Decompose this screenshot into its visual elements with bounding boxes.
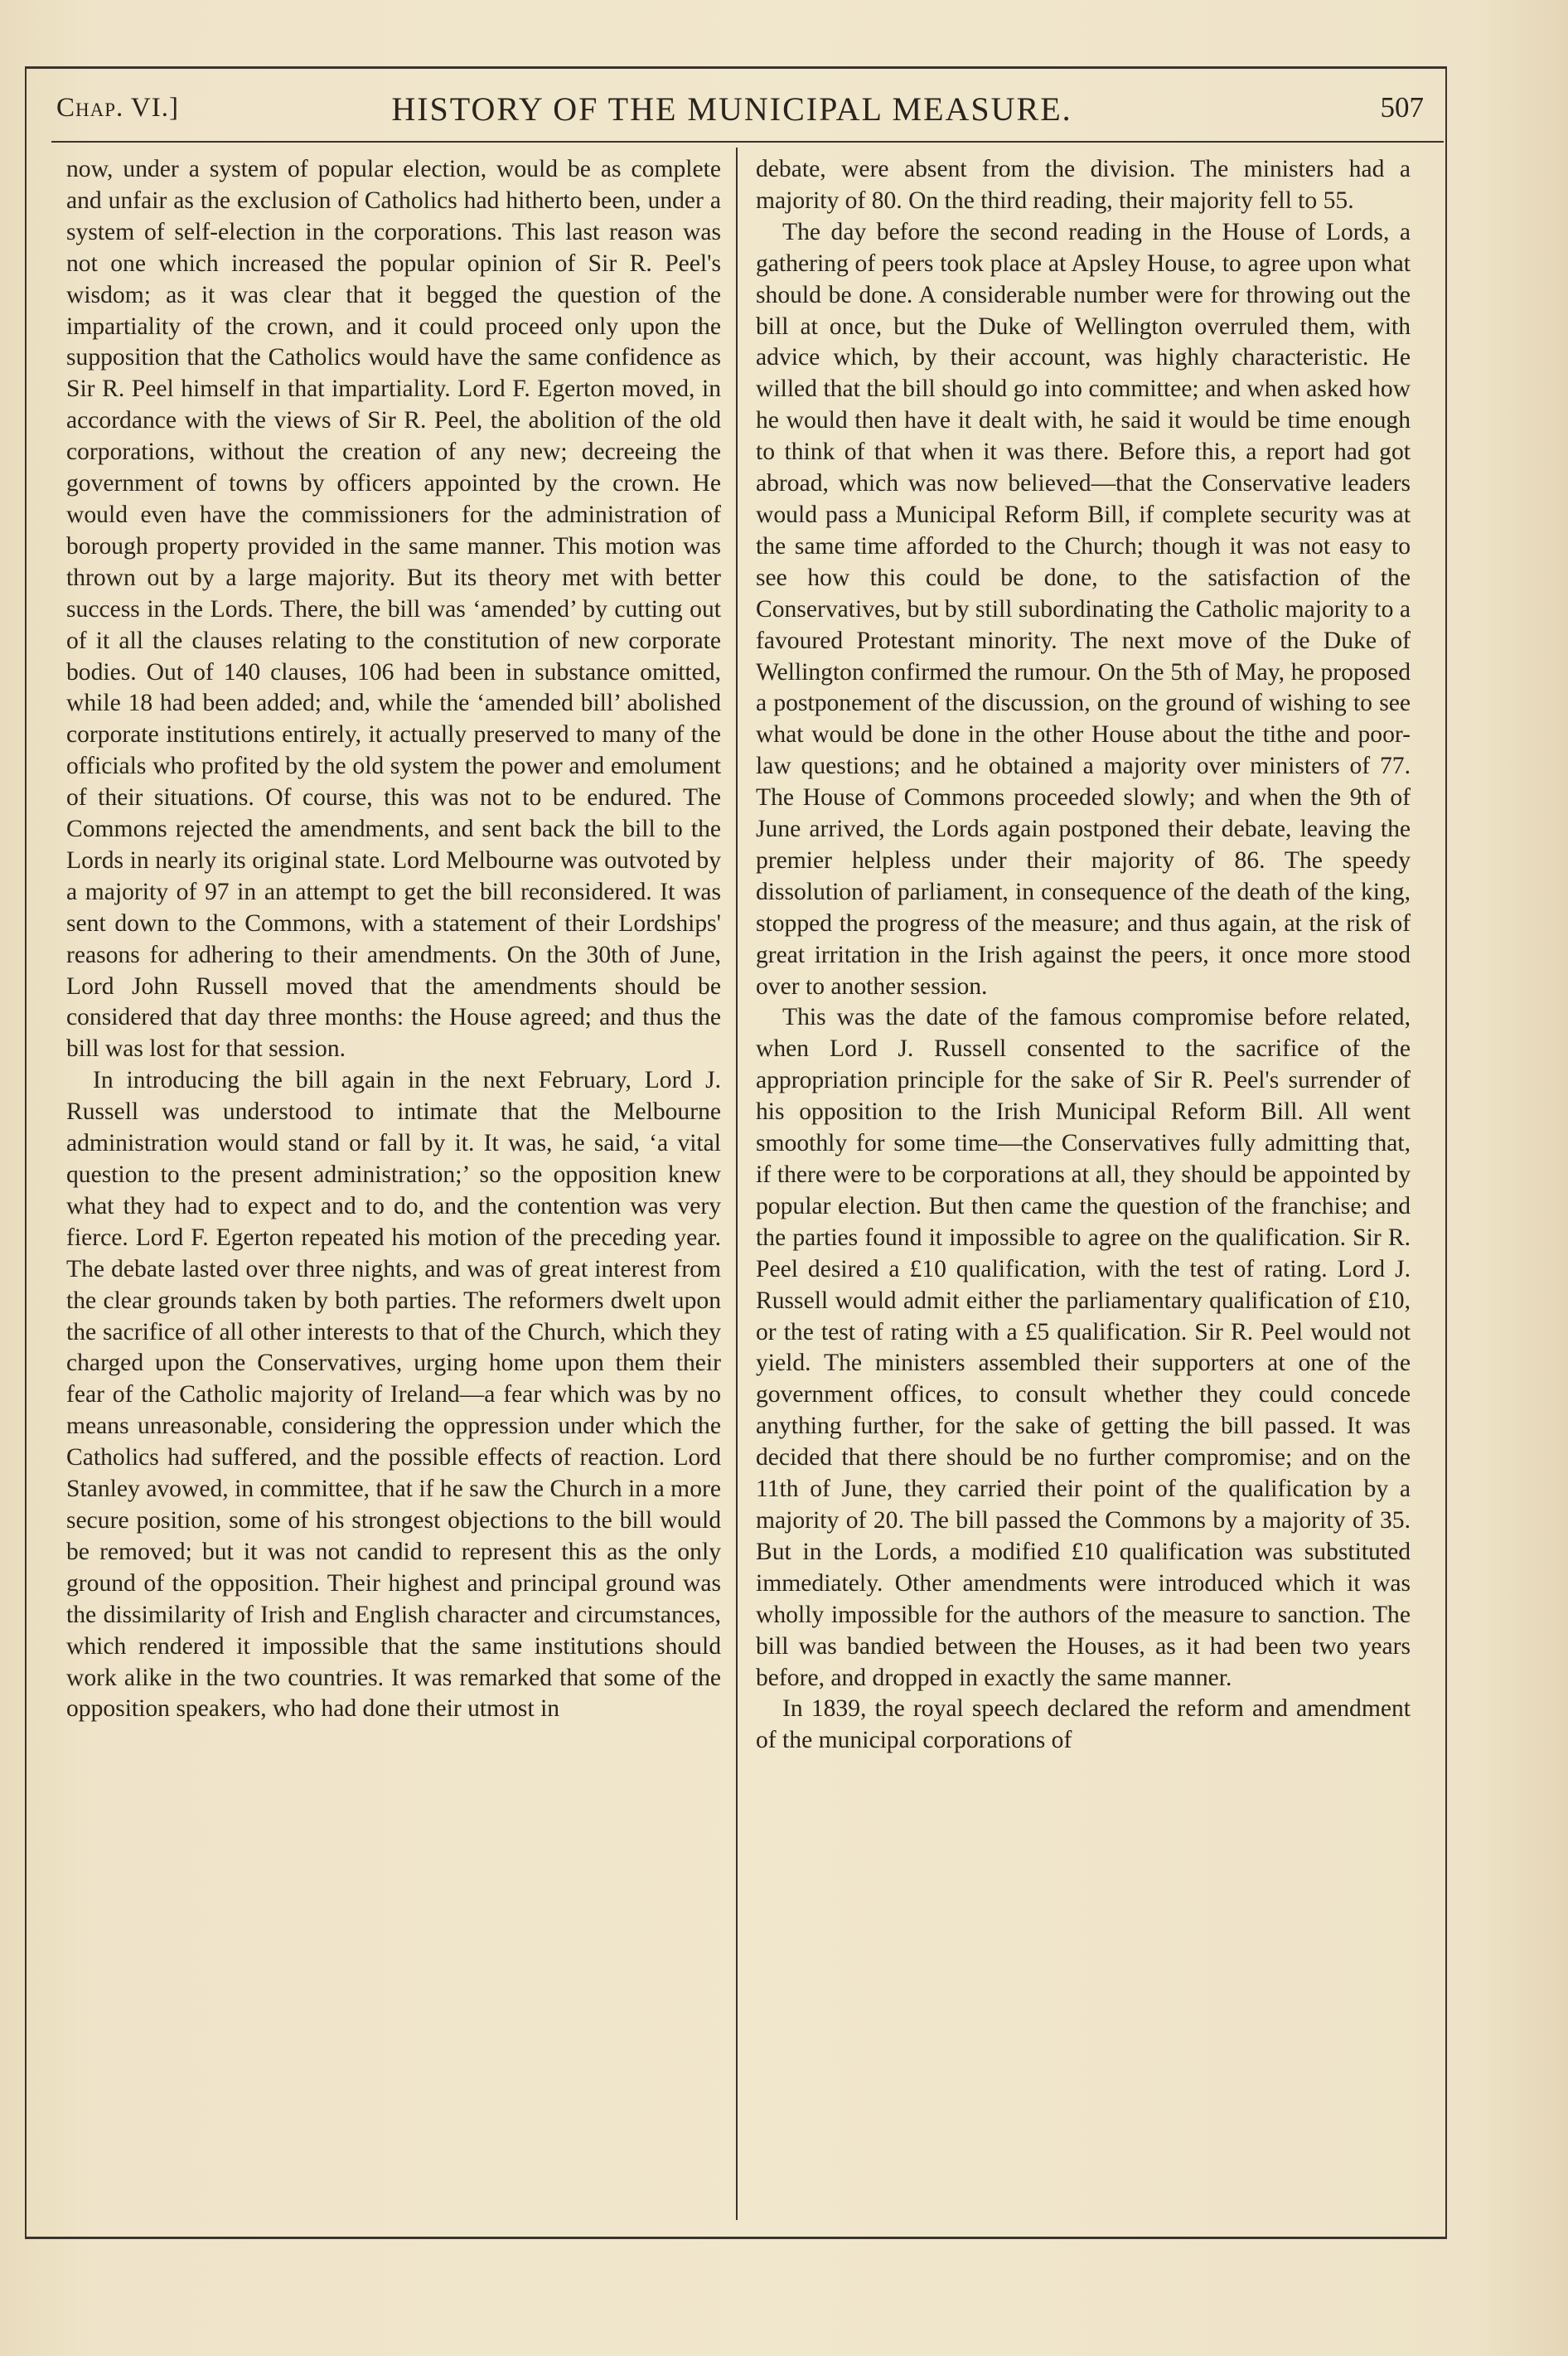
paragraph: In introducing the bill again in the next February, Lord J. Russell was understood to intimate that the Melbourne administration would stand or fall by it. It was, he said, ‘a vital question to the present administration;’ so the opposition knew what they had to expect and to do, and the contention was very fierce. Lord F. Egerton repeated his motion of the preceding year. The debate lasted over three nights, and was of great interest from the clear grounds taken by both parties. The reformers dwelt upon the sacrifice of all other interests to that of the Church, which they charged upon the Conservatives, urging home upon them their fear of the Catholic majority of Ireland—a fear which was by no means unreasonable, considering the oppression under which the Catholics had suffered, and the possible effects of reaction. Lord Stanley avowed, in committee, that if he saw the Church in a more secure position, some of his strongest objections to the bill would be removed; but it was not candid to represent this as the only ground of the opposition. Their highest and principal ground was the dissimilarity of Irish and English character and circumstances, which rendered it impossible that the same institutions should work alike in the two countries. It was remarked that some of the opposition speakers, who had done their utmost in [66,1067,721,1723]
left-text-column [66,154,721,1725]
header-rule [51,141,1444,143]
running-header [48,86,1424,138]
column-divider [736,148,738,2220]
left-border-rule [25,66,27,2238]
right-text-column [756,154,1411,1757]
paragraph: debate, were absent from the division. The ministers had a majority of 80. On the third reading, their majority fell to 55. [756,156,1411,214]
paragraph: now, under a system of popular election, would be as complete and unfair as the exclusion of Catholics had hitherto been, under a system of self-election in the corporations. This last reason was not one which increased the popular opinion of Sir R. Peel's wisdom; as it was clear that it begged the question of the impartiality of the crown, and it could proceed only upon the supposition that the Catholics would have the same confidence as Sir R. Peel himself in that impartiality. Lord F. Egerton moved, in accordance with the views of Sir R. Peel, the abolition of the old corporations, without the creation of any new; decreeing the government of towns by officers appointed by the crown. He would even have the commissioners for the administration of borough property provided in the same manner. This motion was thrown out by a large majority. But its theory met with better success in the Lords. There, the bill was ‘amended’ by cutting out of it all the clauses relating to the constitution of new corporate bodies. Out of 140 clauses, 106 had been in substance omitted, while 18 had been added; and, while the ‘amended bill’ abolished corporate institutions entirely, it actually preserved to many of the officials who profited by the old system the power and emolument of their situations. Of course, this was not to be endured. The Commons rejected the amendments, and sent back the bill to the Lords in nearly its original state. Lord Melbourne was outvoted by a majority of 97 in an attempt to get the bill reconsidered. It was sent down to the Commons, with a statement of their Lordships' reasons for adhering to their amendments. On the 30th of June, Lord John Russell moved that the amendments should be considered that day three months: the House agreed; and thus the bill was lost for that session. [66,156,721,1063]
running-title: HISTORY OF THE MUNICIPAL MEASURE. [391,90,1072,128]
right-border-rule [1445,66,1447,2238]
chapter-label: Chap. VI.] [56,93,179,123]
paragraph: In 1839, the royal speech declared the reform and amendment of the municipal corporations of [756,1695,1411,1754]
bottom-rule [25,2237,1447,2239]
paragraph: This was the date of the famous compromise before related, when Lord J. Russell consented to the sacrifice of the appropriation principle for the sake of Sir R. Peel's surrender of his opposition to the Irish Municipal Reform Bill. All went smoothly for some time—the Conservatives fully admitting that, if there were to be corporations at all, they should be appointed by popular election. But then came the question of the franchise; and the parties found it impossible to agree on the qualification. Sir R. Peel desired a £10 qualification, with the test of rating. Lord J. Russell would admit either the parliamentary qualification of £10, or the test of rating with a £5 qualification. Sir R. Peel would not yield. The ministers assembled their supporters at one of the government offices, to consult whether they could concede anything further, for the sake of getting the bill passed. It was decided that there should be no further compromise; and on the 11th of June, they carried their point of the qualification by a majority of 20. The bill passed the Commons by a majority of 35. But in the Lords, a modified £10 qualification was substituted immediately. Other amendments were introduced which it was wholly impossible for the authors of the measure to sanction. The bill was bandied between the Houses, as it had been two years before, and dropped in exactly the same manner. [756,1004,1411,1691]
top-border-rule [25,66,1447,69]
paragraph: The day before the second reading in the House of Lords, a gathering of peers took place at Apsley House, to agree upon what should be done. A considerable number were for throwing out the bill at once, but the Duke of Wellington overruled them, with advice which, by their account, was highly characteristic. He willed that the bill should go into committee; and when asked how he would then have it dealt with, he said it would be time enough to think of that when it was there. Before this, a report had got abroad, which was now believed—that the Conservative leaders would pass a Municipal Reform Bill, if complete security was at the same time afforded to the Church; though it was not easy to see how this could be done, to the satisfaction of the Conservatives, but by still subordinating the Catholic majority to a favoured Protestant minority. The next move of the Duke of Wellington confirmed the rumour. On the 5th of May, he proposed a postponement of the discussion, on the ground of wishing to see what would be done in the other House about the tithe and poor-law questions; and he obtained a majority over ministers of 77. The House of Commons proceeded slowly; and when the 9th of June arrived, the Lords again postponed their debate, leaving the premier helpless under their majority of 86. The speedy dissolution of parliament, in consequence of the death of the king, stopped the progress of the measure; and thus again, at the risk of great irritation in the Irish against the peers, it once more stood over to another session. [756,218,1411,1000]
page-number: 507 [1380,91,1424,124]
